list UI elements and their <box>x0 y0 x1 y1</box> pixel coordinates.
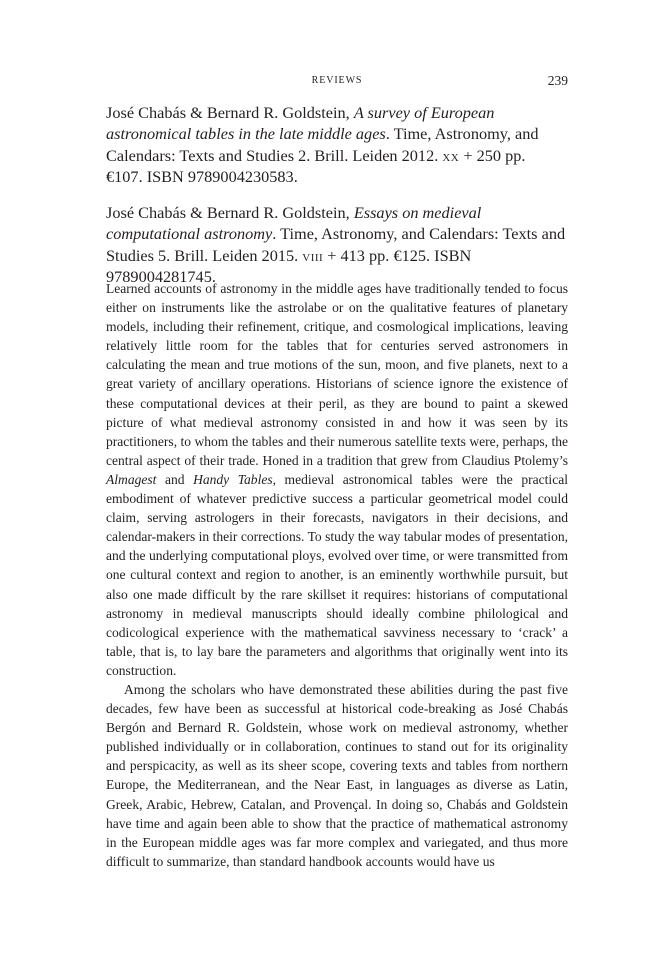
body-paragraph-2: Among the scholars who have demonstrated these abilities during the past five decades, few have been as successful at historical code-breaking as José Chabás Bergón and Bernard R. Goldstein, whose work on medieval astronomy, whether published individually or in collaboration, continues to stand out for its originality and perspicacity, as well as its sheer scope, covering texts and tables from northern Europe, the Mediterranean, and the Near East, in languages as diverse as Latin, Greek, Arabic, Hebrew, Catalan, and Provençal. In doing so, Chabás and Goldstein have time and again been able to show that the practice of mathematical astronomy in the European middle ages was far more complex and variegated, and thus more difficult to summarize, than standard handbook accounts would have us <box>106 681 568 869</box>
p1-and: and <box>156 471 194 487</box>
entry-1-title: A survey of European astronomical tables in the late middle ages <box>106 103 495 144</box>
book-entry-2 <box>106 202 566 288</box>
running-head-title: REVIEWS <box>311 75 363 86</box>
running-head <box>106 74 568 90</box>
p1-almagest: Almagest <box>106 471 157 487</box>
entry-1-details-a: . Time, Astronomy, and Calendars: Texts and Studies 2. Brill. Leiden 2012. <box>106 124 539 165</box>
entry-2-details-a: . Time, Astronomy, and Calendars: Texts and Studies 5. Brill. Leiden 2015. <box>106 224 566 265</box>
entry-1-authors: José Chabás & Bernard R. Goldstein, <box>106 103 354 122</box>
book-entry-1 <box>106 102 566 188</box>
entry-2-details-b: + 413 pp. €125. ISBN 9789004281745. <box>106 245 472 287</box>
entry-1-details-b: + 250 pp. €107. ISBN 9789004230583. <box>106 145 526 187</box>
p1-text-a: Learned accounts of astronomy in the middle ages have traditionally tended to focus either on instruments like the astrolabe or on the qualitative features of planetary models, including their refinement, critique, and cosmological implications, leaving relatively little room for the tables that for centuries served astronomers in calculating the mean and true motions of the sun, moon, and five planets, next to a great variety of ancillary operations. Historians of science ignore the existence of these computational devices at their peril, as they are bound to paint a skewed picture of what medieval astronomy consisted in and how it was seen by its practitioners, to whom the tables and their numerous satellite texts were, perhaps, the central aspect of their trade. Honed in a tradition that grew from Claudius Ptolemy’s <box>106 281 568 468</box>
p1-handy-tables: Handy Tables <box>193 471 273 487</box>
page-number: 239 <box>547 73 568 88</box>
entry-2-title: Essays on medieval computational astronomy <box>106 203 482 244</box>
body-paragraph-1 <box>106 279 568 680</box>
review-body <box>106 279 568 871</box>
entry-2-authors: José Chabás & Bernard R. Goldstein, <box>106 203 354 222</box>
p1-text-b: , medieval astronomical tables were the practical embodiment of whatever predictive success a particular geometrical model could claim, serving astrologers in their forecasts, navigators in their decisions, and calendar-makers in their corrections. To study the way tabular modes of presentation, and the underlying computational ploys, evolved over time, or were transmitted from one cultural context and region to another, is an eminently worthwhile pursuit, but also one made difficult by the rare skillset it requires: historians of computational astronomy in medieval manuscripts should ideally combine philological and codicological experience with the mathematical savviness necessary to ‘crack’ a table, that is, to lay bare the parameters and algorithms that originally went into its construction. <box>106 471 568 678</box>
entry-2-pages-roman: viii <box>302 245 324 265</box>
entry-1-pages-roman: xx <box>442 145 460 165</box>
